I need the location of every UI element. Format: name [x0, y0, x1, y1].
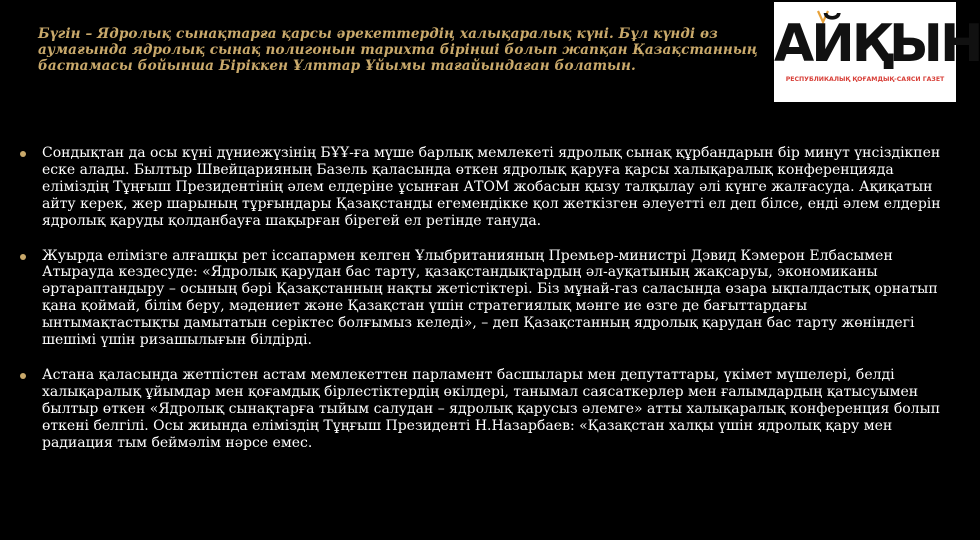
bullet-item [20, 145, 945, 230]
aikyn-logo [774, 2, 980, 102]
bullet-list [20, 145, 945, 470]
bullet-text: Жуырда елімізге алғашқы рет іссапармен келген Ұлыбританияның Премьер-министрі Дэвид Кэмерон Елбасымен Атырауда кездесуде: «Ядролық қарудан бас тарту, қазақстандықтардың әл-ауқатының жақсаруы, экономиканы әртараптандыру – осының бәрі Қазақстанның нақты жетістіктері. Біз мұнай-газ саласында өзара ықпалдастық орнатып қана қоймай, білім беру, мәдениет және Қазақстан үшін стратегиялық мәнге ие өзге де бағыттардағы ынтымақтастықты дамытатын серіктес болғымыз келеді», – деп Қазақстанның ядролық қарудан бас тарту жөніндегі шешімі үшін ризашылығын білдірді. [42, 247, 938, 349]
logo-wordmark: АЙҚЫН [774, 14, 980, 74]
bullet-dot-icon [20, 373, 26, 379]
bullet-text: Астана қаласында жетпістен астам мемлекеттен парламент басшылары мен депутаттары, үкімет мүшелері, белді халықаралық ұйымдар мен қоғамдық бірлестіктердің өкілдері, танымал саясаткерлер мен ғалымдардың қатысуымен былтыр өткен «Ядролық сынақтарға тыйым салудан – ядролық қарусыз әлемге» атты халықаралық конференция болып өткені белгілі. Осы жиында еліміздің Тұңғыш Президенті Н.Назарбаев: «Қазақстан халқы үшін ядролық қару мен радиация тым беймәлім нәрсе емес. [42, 366, 941, 451]
slide-heading: Бүгін – Ядролық сынақтарға қарсы әрекеттердің халықаралық күні. Бұл күнді өз аумағында ядролық сынақ полигонын тарихта бірінші болып жапқан Қазақстанның бастамасы бойынша Біріккен Ұлттар Ұйымы тағайындаған болатын. [38, 26, 758, 74]
bullet-item [20, 248, 945, 349]
bullet-dot-icon [20, 254, 26, 260]
bullet-item [20, 367, 945, 452]
bullet-text: Сондықтан да осы күні дүниежүзінің БҰҰ-ға мүше барлық мемлекеті ядролық сынақ құрбандарын бір минут үнсіздікпен еске алады. Былтыр Швейцарияның Базель қаласында өткен ядролық қаруға қарсы халықаралық конференцияда еліміздің Тұңғыш Президентінің әлем елдеріне ұсынған АТОМ жобасын қызу талқылау әлі күнге жалғасуда. Ақиқатын айту керек, жер шарының тұрғындары Қазақстанды егемендікке қол жеткізген әлеуетті ел деп білсе, енді әлем елдерін ядролық қаруды қолданбауға шақырған бірегей ел ретінде тануда. [42, 145, 941, 229]
bullet-dot-icon [20, 151, 26, 157]
logo-subtitle: РЕСПУБЛИКАЛЫҚ ҚОҒАМДЫҚ-САЯСИ ГАЗЕТ [785, 76, 945, 83]
